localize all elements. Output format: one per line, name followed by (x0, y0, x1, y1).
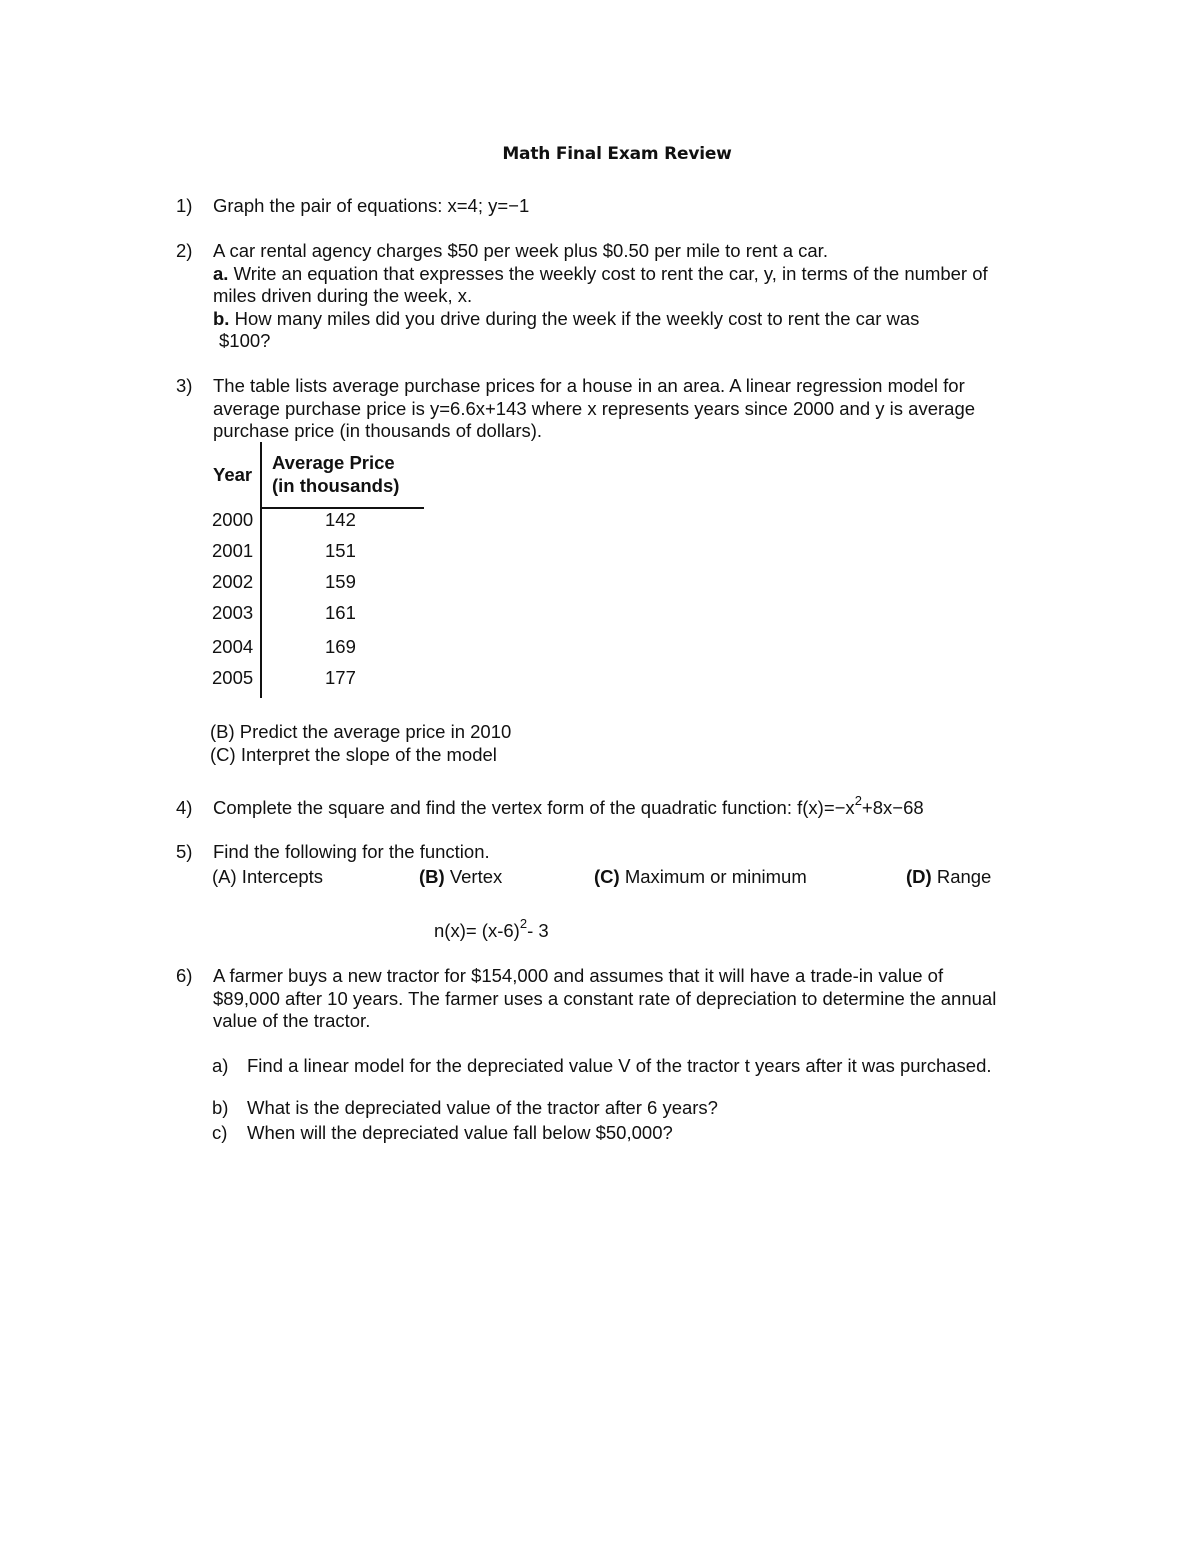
question-text: value of the tractor. (213, 1010, 371, 1031)
equation-tail: +8x−68 (861, 797, 924, 818)
part-label: a) (212, 1055, 229, 1076)
question-number: 5) (176, 841, 193, 862)
question-text: A farmer buys a new tractor for $154,000 and assumes that it will have a trade-in value of (213, 965, 944, 986)
function-tail: - 3 (527, 920, 549, 941)
question-number: 4) (176, 797, 193, 818)
question-text: purchase price (in thousands of dollars). (213, 420, 543, 441)
question-number: 3) (176, 375, 193, 396)
part-b: (B) Predict the average price in 2010 (210, 721, 512, 742)
part-a: (A) Intercepts (212, 866, 324, 887)
exponent: 2 (854, 792, 862, 808)
part-a-continued: miles driven during the week, x. (213, 285, 473, 306)
question-number: 2) (176, 240, 193, 261)
part-label: a. (213, 262, 229, 284)
table-cell-value: 151 (325, 540, 356, 561)
part-label: (C) (594, 866, 620, 887)
part-c (212, 1122, 1112, 1146)
part-label: b) (212, 1097, 229, 1118)
part-label: (B) (419, 866, 445, 887)
question-number: 1) (176, 195, 193, 216)
part-text: What is the depreciated value of the tractor after 6 years? (247, 1097, 718, 1118)
table-cell-year: 2005 (212, 667, 254, 688)
question-text: The table lists average purchase prices for a house in an area. A linear regression model for (213, 375, 965, 396)
part-b (213, 308, 1073, 331)
question-text: A car rental agency charges $50 per week plus $0.50 per mile to rent a car. (213, 240, 828, 261)
part-text: Vertex (444, 866, 503, 887)
part-text: Write an equation that expresses the weekly cost to rent the car, y, in terms of the number of (228, 262, 988, 284)
part-a (213, 263, 1073, 286)
part-text: Find a linear model for the depreciated value V of the tractor t years after it was purchased. (247, 1055, 992, 1076)
table-cell-year: 2002 (212, 571, 254, 592)
function-text: n(x)= (x-6) (434, 920, 520, 941)
table-header-average-price (272, 452, 399, 497)
part-label: c) (212, 1122, 228, 1143)
table-cell-value: 159 (325, 571, 356, 592)
equation-text: Complete the square and find the vertex form of the quadratic function: f(x)=−x (213, 797, 855, 818)
part-d (906, 866, 991, 889)
price-table (203, 442, 433, 700)
part-b-continued: $100? (219, 330, 271, 351)
table-cell-value: 161 (325, 602, 356, 623)
table-cell-year: 2004 (212, 636, 254, 657)
table-cell-value: 169 (325, 636, 356, 657)
part-text: How many miles did you drive during the week if the weekly cost to rent the car was (229, 307, 920, 329)
part-label: (D) (906, 866, 932, 887)
function-n (434, 915, 549, 943)
question-text: average purchase price is y=6.6x+143 where x represents years since 2000 and y is average (213, 397, 976, 419)
question-3-parts (210, 721, 511, 766)
table-cell-year: 2001 (212, 540, 254, 561)
table-cell-value: 177 (325, 667, 356, 688)
header-line: Average Price (272, 452, 395, 473)
question-text (213, 792, 924, 818)
part-text: Range (931, 866, 992, 887)
table-cell-year: 2000 (212, 509, 254, 530)
part-text: Maximum or minimum (619, 866, 807, 887)
table-vertical-rule (260, 442, 262, 698)
question-text: Graph the pair of equations: x=4; y=−1 (213, 195, 530, 216)
table-cell-year: 2003 (212, 602, 254, 623)
part-b (419, 866, 502, 889)
part-label: b. (213, 307, 230, 329)
page-title: Math Final Exam Review (502, 144, 732, 164)
part-c: (C) Interpret the slope of the model (210, 743, 497, 765)
question-text: $89,000 after 10 years. The farmer uses a constant rate of depreciation to determine the annual (213, 987, 997, 1009)
header-line: (in thousands) (272, 474, 400, 496)
question-5-parts (212, 866, 1012, 890)
part-a (212, 1055, 1112, 1079)
part-text: When will the depreciated value fall below $50,000? (247, 1122, 673, 1143)
table-header-year: Year (213, 464, 253, 485)
question-number: 6) (176, 965, 193, 986)
part-c (594, 866, 807, 889)
exponent: 2 (519, 915, 528, 931)
question-text: Find the following for the function. (213, 841, 490, 862)
part-b (212, 1097, 1112, 1121)
table-cell-value: 142 (325, 509, 356, 530)
